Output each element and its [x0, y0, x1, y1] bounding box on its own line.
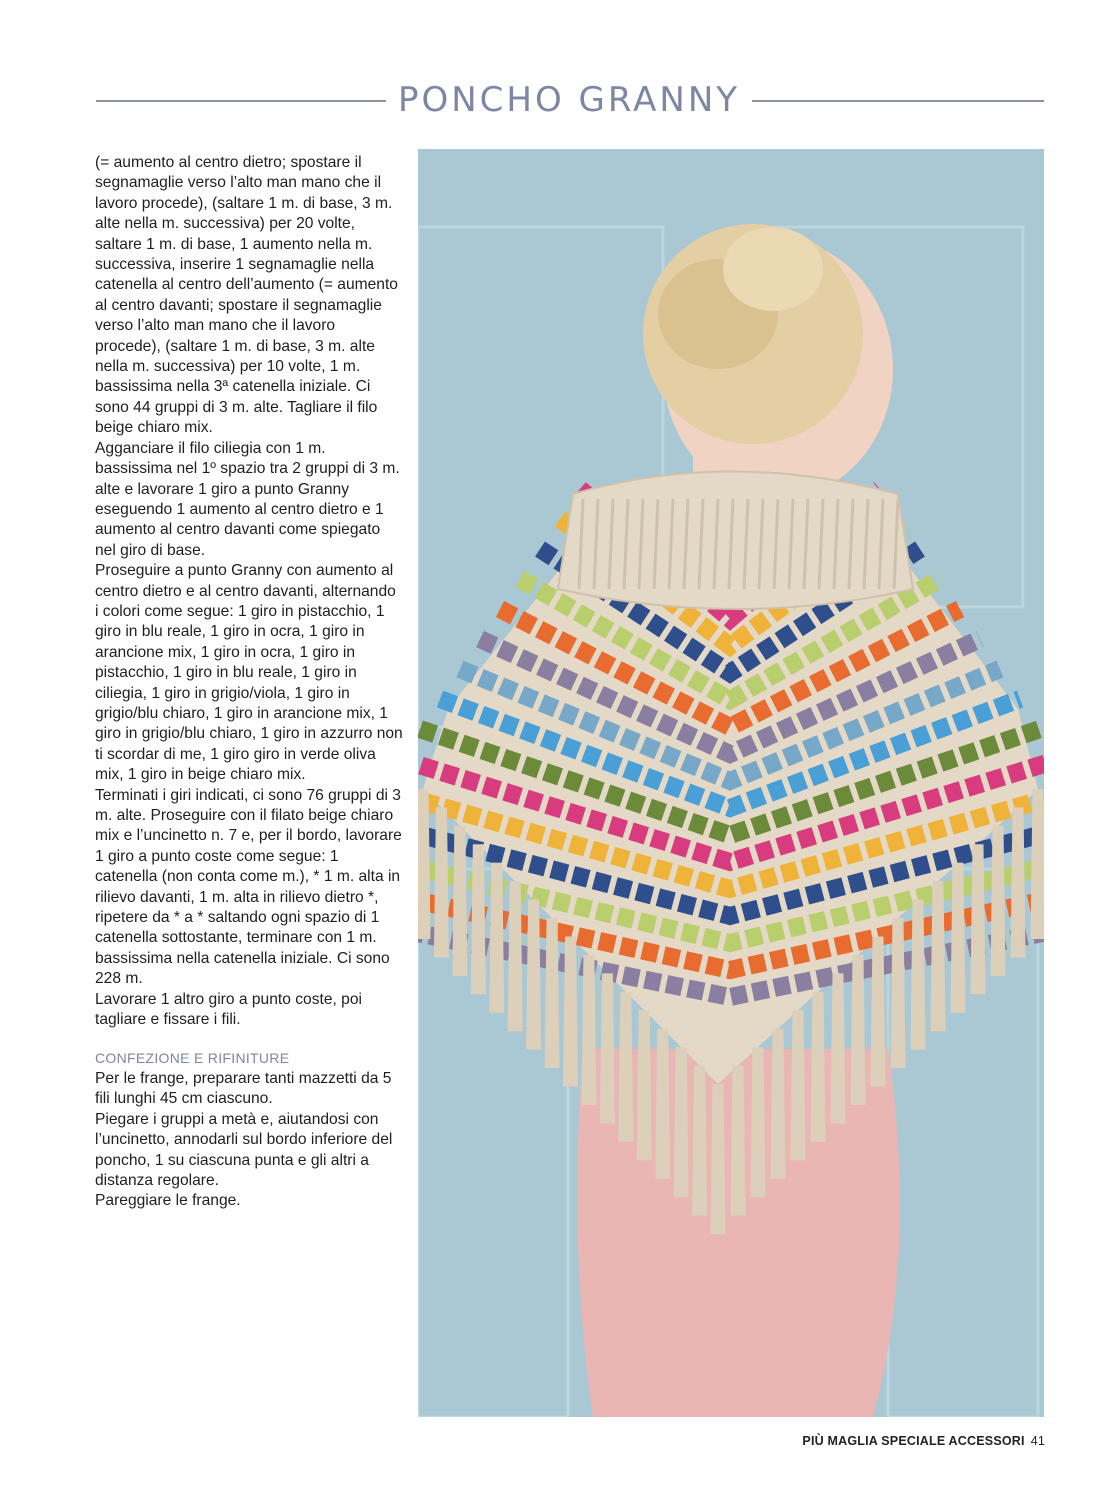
fringe-strand [420, 789, 421, 939]
fringe-strand [438, 807, 439, 957]
fringe-strand [1042, 789, 1044, 939]
page-footer [802, 1434, 1045, 1448]
fringe-strand [575, 937, 577, 1087]
hair-curl [723, 227, 823, 311]
page-header [96, 78, 1044, 122]
fringe-strand [722, 1084, 724, 1234]
fringe-strand [975, 844, 976, 994]
fringe-strand [704, 1066, 706, 1216]
fringe-strand [512, 881, 513, 1031]
fringe-strand [842, 973, 844, 1123]
page-number: 41 [1030, 1434, 1045, 1448]
finishing-paragraph: Piegare i gruppi a metà e, aiutandosi con l’uncinetto, annodarli sul bordo inferiore del poncho, 1 su ciascuna punta e gli altri a distanza regolare. [95, 1110, 393, 1189]
fringe-strand [501, 863, 503, 1013]
fringe-strand [611, 973, 613, 1123]
fringe-strand [445, 807, 447, 957]
fringe-strand [685, 1047, 687, 1197]
fringe-strand [982, 844, 984, 994]
fringe-strand [1015, 807, 1016, 957]
fringe-strand [427, 789, 429, 939]
fringe-strand [568, 937, 569, 1087]
poncho-illustration [418, 149, 1044, 1417]
fringe-strand [875, 937, 876, 1087]
fringe-strand [678, 1047, 679, 1197]
instructions-column [95, 153, 403, 1212]
fringe-strand [660, 1029, 661, 1179]
fringe-strand [762, 1047, 764, 1197]
fringe-strand [735, 1066, 736, 1216]
fringe-strand [742, 1066, 744, 1216]
header-rule-left [96, 100, 386, 102]
fringe-strand [593, 955, 595, 1105]
fringe-strand [648, 1010, 650, 1160]
instruction-paragraph: Terminati i giri indicati, ci sono 76 gruppi di 3 m. alte. Proseguire con il filato beige chiaro mix e l’uncinetto n. 7 e, per il bordo, lavorare 1 giro a punto coste come segue: 1 catenella (non conta come m.), * 1 m. alta in rilievo davanti, 1 m. alta in rilievo dietro *, ripetere da * a * saltando ogni spazio di 1 catenella sottostante, terminare con 1 m. bassissima nella catenella iniziale. Ci sono 228 m. [95, 786, 402, 988]
fringe-strand [915, 900, 916, 1050]
fringe-strand [795, 1010, 796, 1160]
fringe-strand [482, 844, 484, 994]
page-title: PONCHO GRANNY [397, 80, 741, 120]
fringe-strand [715, 1084, 716, 1234]
fringe-strand [822, 992, 824, 1142]
fringe-strand [623, 992, 624, 1142]
finishing-paragraph: Per le frange, preparare tanti mazzetti da 5 fili lunghi 45 cm ciascuno. [95, 1069, 392, 1108]
fringe-strand [1002, 826, 1004, 976]
fringe-strand [815, 992, 816, 1142]
fringe-strand [922, 900, 924, 1050]
section-heading-finishing: CONFEZIONE E RIFINITURE [95, 1050, 290, 1067]
finishing-paragraph: Pareggiare le frange. [95, 1192, 241, 1210]
fringe-strand [995, 826, 996, 976]
fringe-strand [475, 844, 476, 994]
fringe-strand [955, 863, 956, 1013]
fringe-strand [641, 1010, 642, 1160]
fringe-strand [667, 1029, 669, 1179]
fringe-strand [882, 937, 884, 1087]
fringe-strand [519, 881, 521, 1031]
fringe-strand [942, 881, 944, 1031]
fringe-strand [895, 918, 896, 1068]
fringe-strand [855, 955, 856, 1105]
fringe-strand [549, 918, 550, 1068]
fringe-strand [494, 863, 495, 1013]
fringe-strand [775, 1029, 776, 1179]
fringe-strand [586, 955, 587, 1105]
fringe-strand [556, 918, 558, 1068]
instruction-paragraph: (= aumento al centro dietro; spostare il segnamaglie verso l’alto man mano che il lavoro procede), (saltare 1 m. di base, 3 m. alte nella m. successiva) per 20 volte, saltare 1 m. di base, 1 aumento nella m. successiva, inserire 1 segnamaglie nella catenella al centro dell’aumento (= aumento al centro davanti; spostare il segnamaglie verso l’alto man mano che il lavoro procede), (saltare 1 m. di base, 3 m. alte nella m. successiva) per 10 volte, 1 m. bassissima nella 3ª catenella iniziale. Ci sono 44 gruppi di 3 m. alte. Tagliare il filo beige chiaro mix. [95, 154, 398, 437]
fringe-strand [962, 863, 964, 1013]
poncho-photo [418, 149, 1044, 1417]
instruction-paragraph: Agganciare il filo ciliegia con 1 m. bassissima nel 1º spazio tra 2 gruppi di 3 m. alte e lavorare 1 giro a punto Granny eseguendo 1 aumento al centro dietro e 1 aumento al centro davanti come spiegato nel giro di base. [95, 439, 400, 559]
header-rule-right [752, 100, 1044, 102]
fringe-strand [697, 1066, 698, 1216]
fringe-strand [464, 826, 466, 976]
fringe-strand [531, 900, 532, 1050]
fringe-strand [755, 1047, 756, 1197]
fringe-strand [862, 955, 864, 1105]
fringe-strand [1035, 789, 1036, 939]
fringe-strand [802, 1010, 804, 1160]
instruction-paragraph: Proseguire a punto Granny con aumento al centro dietro e al centro davanti, alternando i colori come segue: 1 giro in pistacchio, 1 giro in blu reale, 1 giro in ocra, 1 giro in arancione mix, 1 giro in ocra, 1 giro in pistacchio, 1 giro in blu reale, 1 giro in ciliegia, 1 giro in grigio/viola, 1 giro in grigio/blu chiaro, 1 giro in arancione mix, 1 giro in grigio/blu chiaro, 1 giro in azzurro non ti scordar di me, 1 giro giro in verde oliva mix, 1 giro in beige chiaro mix. [95, 562, 403, 784]
fringe-strand [935, 881, 936, 1031]
fringe-strand [604, 973, 605, 1123]
instruction-paragraph: Lavorare 1 altro giro a punto coste, poi tagliare e fissare i fili. [95, 990, 362, 1029]
fringe-strand [457, 826, 458, 976]
fringe-strand [538, 900, 540, 1050]
fringe-strand [835, 973, 836, 1123]
fringe-strand [1022, 807, 1024, 957]
fringe-strand [630, 992, 632, 1142]
fringe-strand [902, 918, 904, 1068]
fringe-strand [782, 1029, 784, 1179]
magazine-name: PIÙ MAGLIA SPECIALE ACCESSORI [802, 1434, 1025, 1448]
